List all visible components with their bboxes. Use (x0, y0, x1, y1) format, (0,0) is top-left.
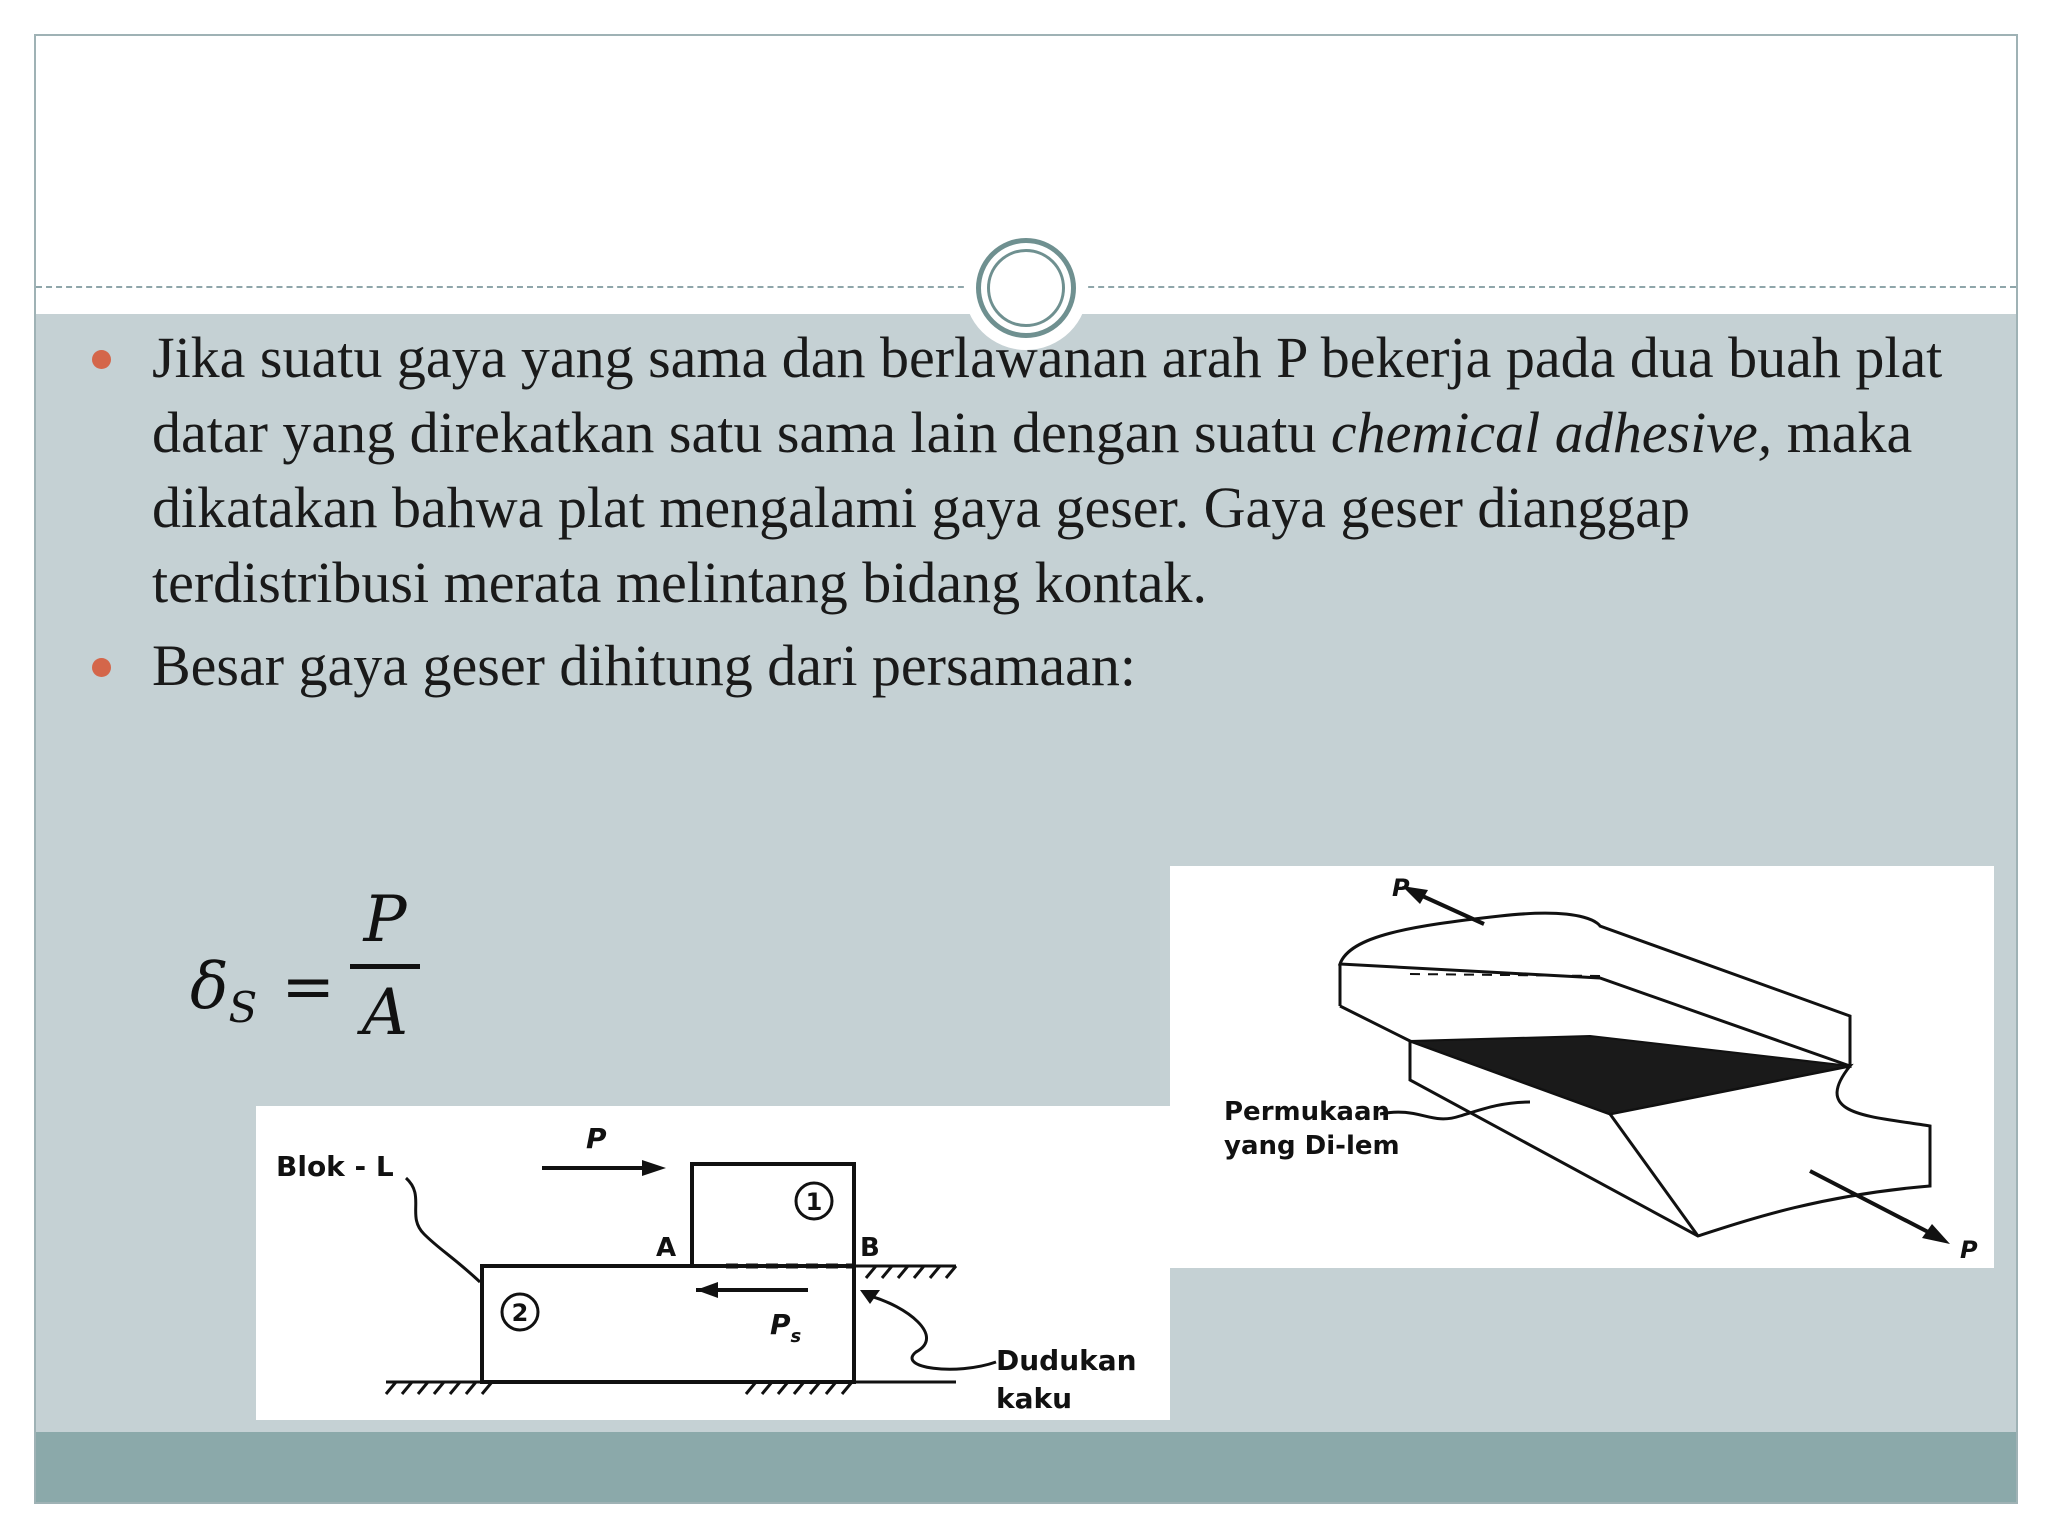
bullet-item-1 (60, 320, 1960, 620)
formula-subscript: S (228, 983, 258, 1032)
dudukan-leader (870, 1296, 996, 1369)
figure-l-block (256, 1106, 1170, 1420)
block-1 (692, 1164, 854, 1266)
formula-numerator: P (363, 883, 407, 957)
label-p-bottom: P (1960, 1236, 1978, 1264)
label-permukaan: Permukaan (1224, 1097, 1391, 1127)
arrow-p-head (642, 1160, 666, 1176)
label-dilem: yang Di-lem (1224, 1131, 1400, 1161)
figure-l-block-svg (256, 1106, 1170, 1420)
label-p: P (586, 1122, 607, 1155)
bullet-1-italic: chemical adhesive, (1330, 400, 1773, 465)
figure-glued-plates-svg (1170, 866, 1994, 1268)
footer-bar (36, 1432, 2016, 1504)
label-2: 2 (511, 1299, 529, 1327)
bullet-item-2 (60, 628, 1960, 703)
label-ps: $P_s$ (770, 1308, 802, 1347)
bullet-2-text: Besar gaya geser dihitung dari persamaan: (152, 633, 1137, 698)
arrow-ps-head (696, 1282, 718, 1298)
figure-glued-plates (1170, 866, 1994, 1268)
label-a: A (656, 1233, 677, 1263)
label-p-top: P (1392, 874, 1410, 902)
ring-inner (987, 249, 1065, 327)
arrow-p-top-line (1418, 894, 1484, 924)
bullet-dot-icon (92, 658, 111, 677)
ground-hatch (386, 1266, 956, 1394)
bullet-1-text: Jika suatu gaya yang sama dan berlawanan arah P bekerja pada dua buah plat datar yang direkatkan satu sama lain dengan suatu (152, 325, 1943, 465)
label-b: B (860, 1233, 880, 1263)
bullet-list (60, 320, 1960, 711)
block-2 (482, 1266, 854, 1382)
formula-delta: δ (190, 950, 229, 1024)
arrow-p-bottom-head (1922, 1224, 1950, 1244)
label-dudukan: Dudukan (996, 1344, 1137, 1377)
formula-equals: = (281, 950, 335, 1024)
bullet-dot-icon (92, 350, 111, 369)
label-blok: Blok - L (276, 1150, 394, 1183)
formula-fraction (350, 880, 420, 1053)
formula-fraction-bar (350, 964, 420, 969)
formula-denominator: A (361, 976, 409, 1050)
label-kaku: kaku (996, 1382, 1073, 1415)
blok-leader (406, 1178, 480, 1282)
bullet-1-text-after: maka dikatakan bahwa plat mengalami gaya geser. Gaya geser dianggap terdistribusi merata melintang bidang kontak. (152, 400, 1913, 615)
top-plate-edge-2 (1340, 1006, 1410, 1041)
formula-lhs (190, 950, 335, 1032)
label-1: 1 (805, 1188, 823, 1216)
